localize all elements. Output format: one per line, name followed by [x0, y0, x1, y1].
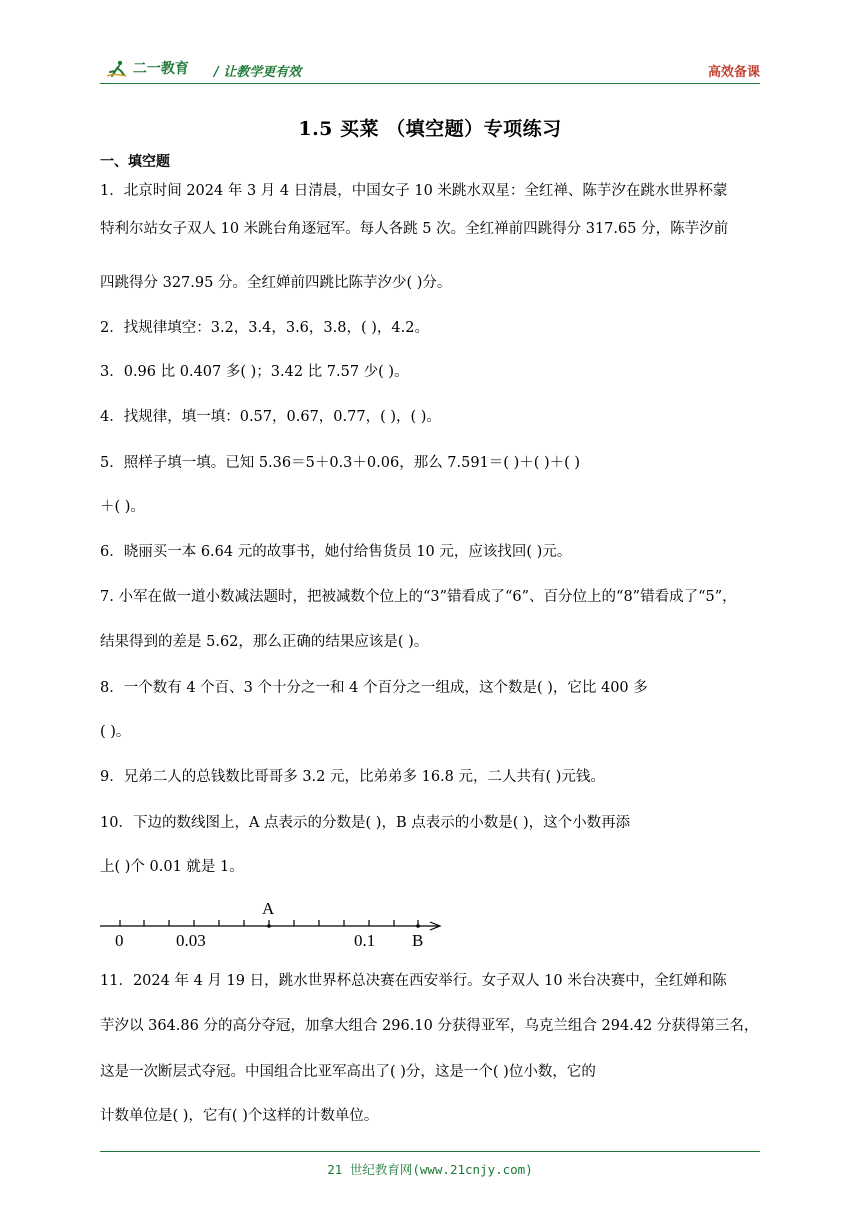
- page-title: 1.5 买菜 （填空题）专项练习: [298, 118, 562, 140]
- question-line: 特利尔站女子双人 10 米跳台角逐冠军。每人各跳 5 次。全红禅前四跳得分 317.65 分，陈芋汐前: [100, 221, 729, 237]
- runner-logo-icon: [106, 60, 128, 78]
- question-line: 8．一个数有 4 个百、3 个十分之一和 4 个百分之一组成，这个数是( )，它比 400 多: [100, 680, 648, 696]
- question-line: 结果得到的差是 5.62，那么正确的结果应该是( )。: [100, 634, 429, 650]
- point-b-label: B: [412, 931, 424, 950]
- question-line: 7. 小军在做一道小数减法题时，把被减数个位上的“3”错看成了“6”、百分位上的“8”错看成了“5”，: [100, 589, 737, 605]
- point-a-label: A: [262, 899, 275, 918]
- label-003: 0.03: [176, 931, 206, 950]
- header-right-text: 高效备课: [707, 65, 760, 80]
- label-zero: 0: [115, 931, 124, 950]
- label-01: 0.1: [354, 931, 376, 950]
- page-footer: 21 世纪教育网(www.21cnjy.com): [327, 1162, 533, 1177]
- question-line: 这是一次断层式夺冠。中国组合比亚军高出了( )分，这是一个( )位小数，它的: [100, 1064, 596, 1080]
- question-line: 4．找规律，填一填：0.57，0.67，0.77，( )，( )。: [100, 409, 441, 425]
- question-line: 9．兄弟二人的总钱数比哥哥多 3.2 元，比弟弟多 16.8 元，二人共有( )元钱。: [100, 769, 605, 785]
- number-line-figure: [98, 898, 448, 952]
- point-b-marker: [416, 924, 420, 928]
- question-line: 1．北京时间 2024 年 3 月 4 日清晨，中国女子 10 米跳水双星：全红禅、陈芋汐在跳水世界杯蒙: [100, 183, 728, 199]
- section-heading: 一、填空题: [100, 154, 170, 170]
- question-line: 四跳得分 327.95 分。全红婵前四跳比陈芋汐少( )分。: [100, 275, 452, 291]
- question-line: 2．找规律填空：3.2，3.4，3.6，3.8，( )，4.2。: [100, 320, 429, 336]
- question-line: 5．照样子填一填。已知 5.36＝5＋0.3＋0.06，那么 7.591＝( )＋( )＋( ): [100, 455, 581, 471]
- header-divider: [100, 83, 760, 84]
- question-line: 10．下边的数线图上，A 点表示的分数是( )，B 点表示的小数是( )，这个小数再添: [100, 815, 631, 831]
- question-line: 11．2024 年 4 月 19 日，跳水世界杯总决赛在西安举行。女子双人 10 米台决赛中，全红婵和陈: [100, 973, 727, 989]
- question-line: 6．晓丽买一本 6.64 元的故事书，她付给售货员 10 元，应该找回( )元。: [100, 544, 572, 560]
- question-line: 上( )个 0.01 就是 1。: [100, 859, 244, 875]
- brand-logo: [106, 58, 189, 78]
- page-header: [100, 56, 760, 84]
- question-line: 3．0.96 比 0.407 多( )；3.42 比 7.57 少( )。: [100, 364, 409, 380]
- question-line: ＋( )。: [100, 499, 145, 515]
- question-line: 芋汐以 364.86 分的高分夺冠，加拿大组合 296.10 分获得亚军，乌克兰组合 294.42 分获得第三名，: [100, 1018, 759, 1034]
- footer-divider: [100, 1151, 760, 1152]
- brand-logo-text: 二一教育: [132, 61, 189, 77]
- point-a-marker: [267, 924, 271, 928]
- question-line: 计数单位是( )，它有( )个这样的计数单位。: [100, 1108, 379, 1124]
- question-line: ( )。: [100, 724, 131, 740]
- header-slogan: / 让教学更有效: [214, 65, 302, 80]
